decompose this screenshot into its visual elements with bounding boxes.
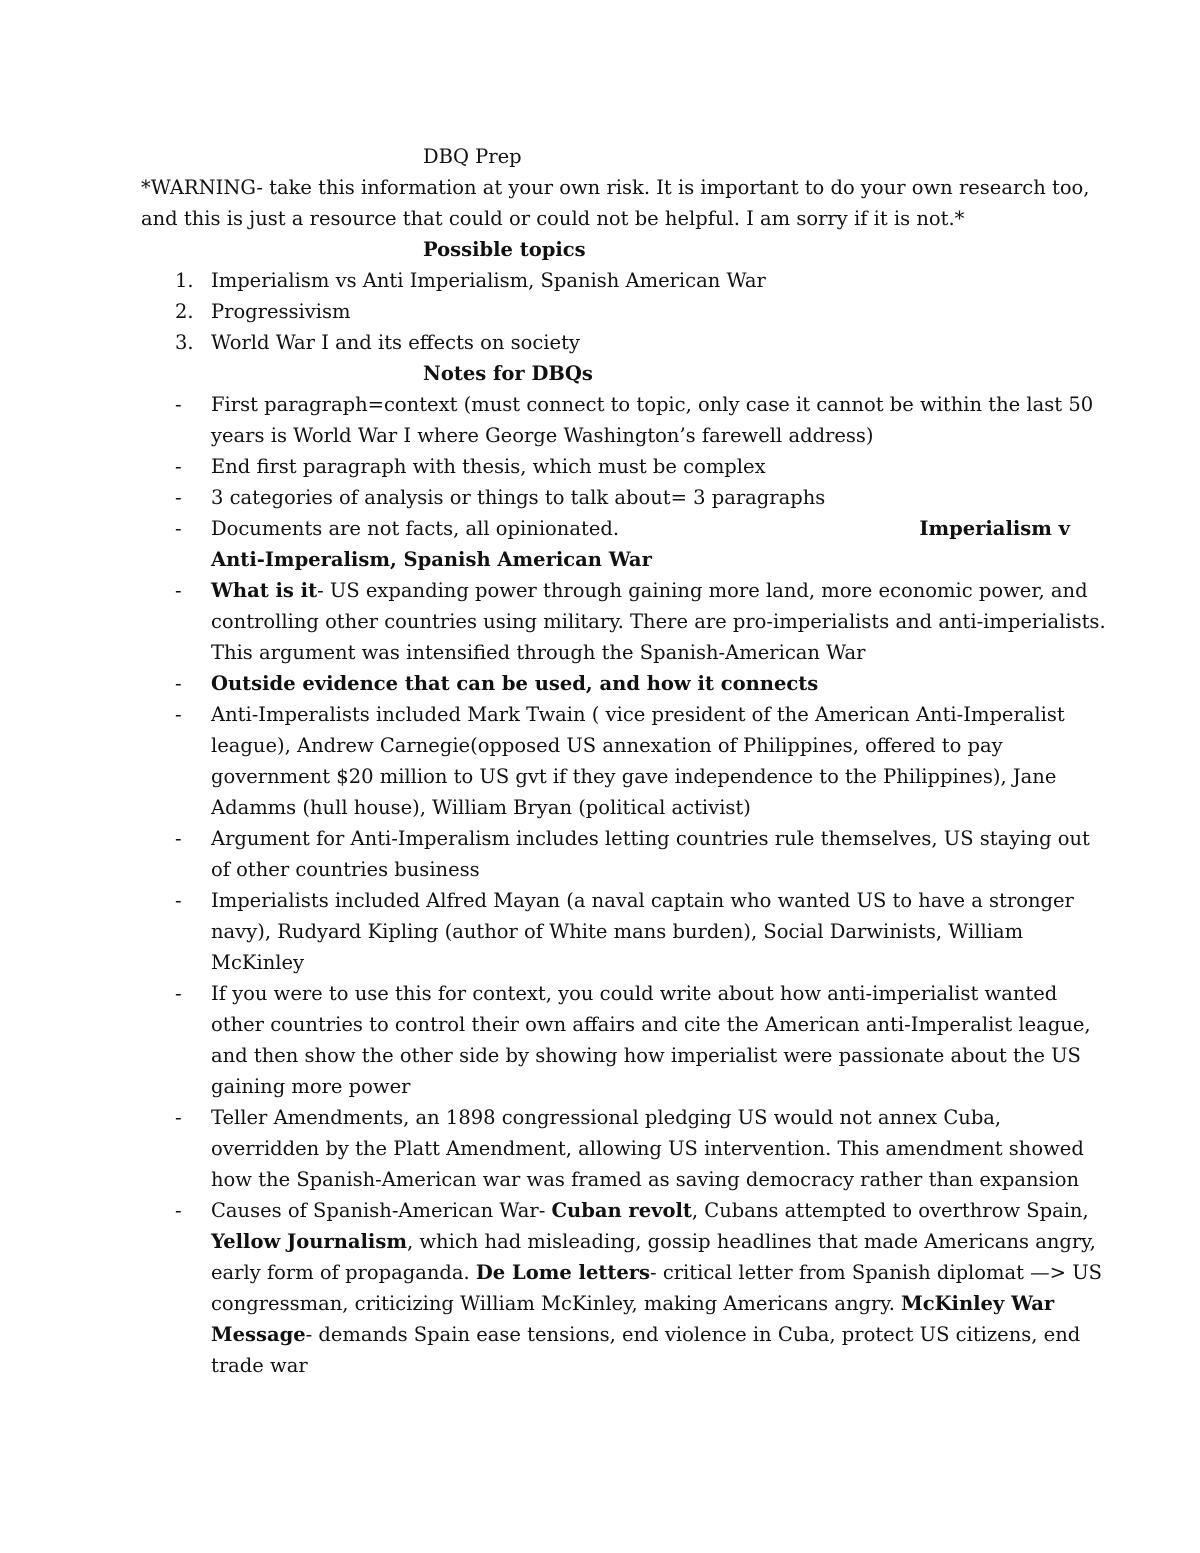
list-number: 2.: [175, 300, 194, 323]
note-item: [141, 1102, 1070, 1133]
note-text: Documents are not facts, all opinionated.: [211, 517, 620, 540]
yellow-journalism-term: Yellow Journalism: [211, 1230, 407, 1253]
what-is-it-label: What is it: [211, 579, 318, 602]
note-continuation: years is World War I where George Washington’s farewell address): [211, 424, 874, 447]
note-text: Teller Amendments, an 1898 congressional pledging US would not annex Cuba,: [211, 1106, 1002, 1129]
note-text: First paragraph=context (must connect to topic, only case it cannot be within the last 50: [211, 393, 1094, 416]
bullet-dash: -: [175, 579, 182, 602]
note-continuation: of other countries business: [211, 858, 480, 881]
bullet-dash: -: [175, 455, 182, 478]
de-lome-text: - critical letter from Spanish diplomat —> US: [650, 1261, 1103, 1284]
note-item: [141, 482, 1070, 513]
note-text: If you were to use this for context, you could write about how anti-imperialist wanted: [211, 982, 1058, 1005]
bullet-dash: -: [175, 703, 182, 726]
note-item: [141, 978, 1070, 1009]
note-continuation: [141, 1257, 1103, 1288]
note-continuation: This argument was intensified through the Spanish-American War: [211, 641, 866, 664]
topic-text: Progressivism: [211, 300, 351, 323]
note-continuation: trade war: [211, 1354, 308, 1377]
note-item: [141, 389, 1094, 420]
bullet-dash: -: [175, 889, 182, 912]
note-continuation: other countries to control their own affairs and cite the American anti-Imperalist league,: [211, 1013, 1091, 1036]
note-continuation: [141, 1226, 1096, 1257]
war-message-text: - demands Spain ease tensions, end violence in Cuba, protect US citizens, end: [305, 1323, 1081, 1346]
note-continuation: McKinley: [211, 951, 305, 974]
note-text: Imperialists included Alfred Mayan (a naval captain who wanted US to have a stronger: [211, 889, 1074, 912]
cuban-revolt-term: Cuban revolt: [551, 1199, 692, 1222]
bullet-dash: -: [175, 1106, 182, 1129]
note-continuation: navy), Rudyard Kipling (author of White mans burden), Social Darwinists, William: [211, 920, 1024, 943]
note-item: [141, 885, 1074, 916]
note-continuation: and then show the other side by showing how imperialist were passionate about the US: [211, 1044, 1081, 1067]
note-continuation: controlling other countries using military. There are pro-imperialists and anti-imperialists.: [211, 610, 1106, 633]
bullet-dash: -: [175, 672, 182, 695]
topic-item: [141, 296, 1070, 327]
note-continuation: Adamms (hull house), William Bryan (political activist): [211, 796, 751, 819]
bullet-dash: -: [175, 486, 182, 509]
note-item: [141, 823, 1090, 854]
note-item: [141, 668, 1070, 699]
note-text: Anti-Imperalists included Mark Twain ( vice president of the American Anti-Imperalist: [211, 703, 1065, 726]
list-number: 1.: [175, 269, 194, 292]
bullet-dash: -: [175, 393, 182, 416]
note-text: Argument for Anti-Imperalism includes letting countries rule themselves, US staying out: [211, 827, 1090, 850]
note-item: [141, 513, 1070, 544]
notes-heading: Notes for DBQs: [423, 362, 593, 385]
outside-evidence-heading: Outside evidence that can be used, and how it connects: [211, 672, 819, 695]
topic-text: World War I and its effects on society: [211, 331, 580, 354]
warning-line-2: and this is just a resource that could or could not be helpful. I am sorry if it is not.*: [141, 207, 965, 230]
topic-item: [141, 327, 1070, 358]
bullet-dash: -: [175, 1199, 182, 1222]
note-text: 3 categories of analysis or things to talk about= 3 paragraphs: [211, 486, 826, 509]
possible-topics-heading: Possible topics: [423, 238, 586, 261]
imperialism-heading-part2: Anti-Imperalism, Spanish American War: [211, 548, 652, 571]
note-continuation: [141, 1319, 1081, 1350]
note-item: [141, 451, 1070, 482]
note-item: [141, 575, 1088, 606]
note-continuation: how the Spanish-American war was framed as saving democracy rather than expansion: [211, 1168, 1080, 1191]
congressman-text: congressman, criticizing William McKinley, making Americans angry.: [211, 1292, 902, 1315]
warning-line-1: *WARNING- take this information at your own risk. It is important to do your own research too,: [141, 176, 1090, 199]
topic-text: Imperialism vs Anti Imperialism, Spanish American War: [211, 269, 766, 292]
note-continuation: [141, 1288, 1070, 1319]
note-text: End first paragraph with thesis, which must be complex: [211, 455, 766, 478]
yellow-journalism-text: , which had misleading, gossip headlines that made Americans angry,: [406, 1230, 1096, 1253]
note-text: - US expanding power through gaining more land, more economic power, and: [317, 579, 1088, 602]
cuban-revolt-text: , Cubans attempted to overthrow Spain,: [691, 1199, 1089, 1222]
note-continuation: government $20 million to US gvt if they gave independence to the Philippines), Jane: [211, 765, 1057, 788]
note-item: [141, 1195, 1089, 1226]
message-term: Message: [211, 1323, 306, 1346]
note-item: [141, 699, 1070, 730]
topic-item: [141, 265, 1070, 296]
bullet-dash: -: [175, 982, 182, 1005]
note-continuation: overridden by the Platt Amendment, allowing US intervention. This amendment showed: [211, 1137, 1084, 1160]
de-lome-term: De Lome letters: [475, 1261, 651, 1284]
mckinley-war-term: McKinley War: [901, 1292, 1055, 1315]
note-continuation: gaining more power: [211, 1075, 411, 1098]
bullet-dash: -: [175, 827, 182, 850]
imperialism-heading-part1: Imperialism v: [919, 517, 1070, 540]
list-number: 3.: [175, 331, 194, 354]
document-title: DBQ Prep: [423, 145, 522, 168]
note-continuation: league), Andrew Carnegie(opposed US annexation of Philippines, offered to pay: [211, 734, 1003, 757]
propaganda-text: early form of propaganda.: [211, 1261, 476, 1284]
causes-intro: Causes of Spanish-American War-: [211, 1199, 552, 1222]
bullet-dash: -: [175, 517, 182, 540]
